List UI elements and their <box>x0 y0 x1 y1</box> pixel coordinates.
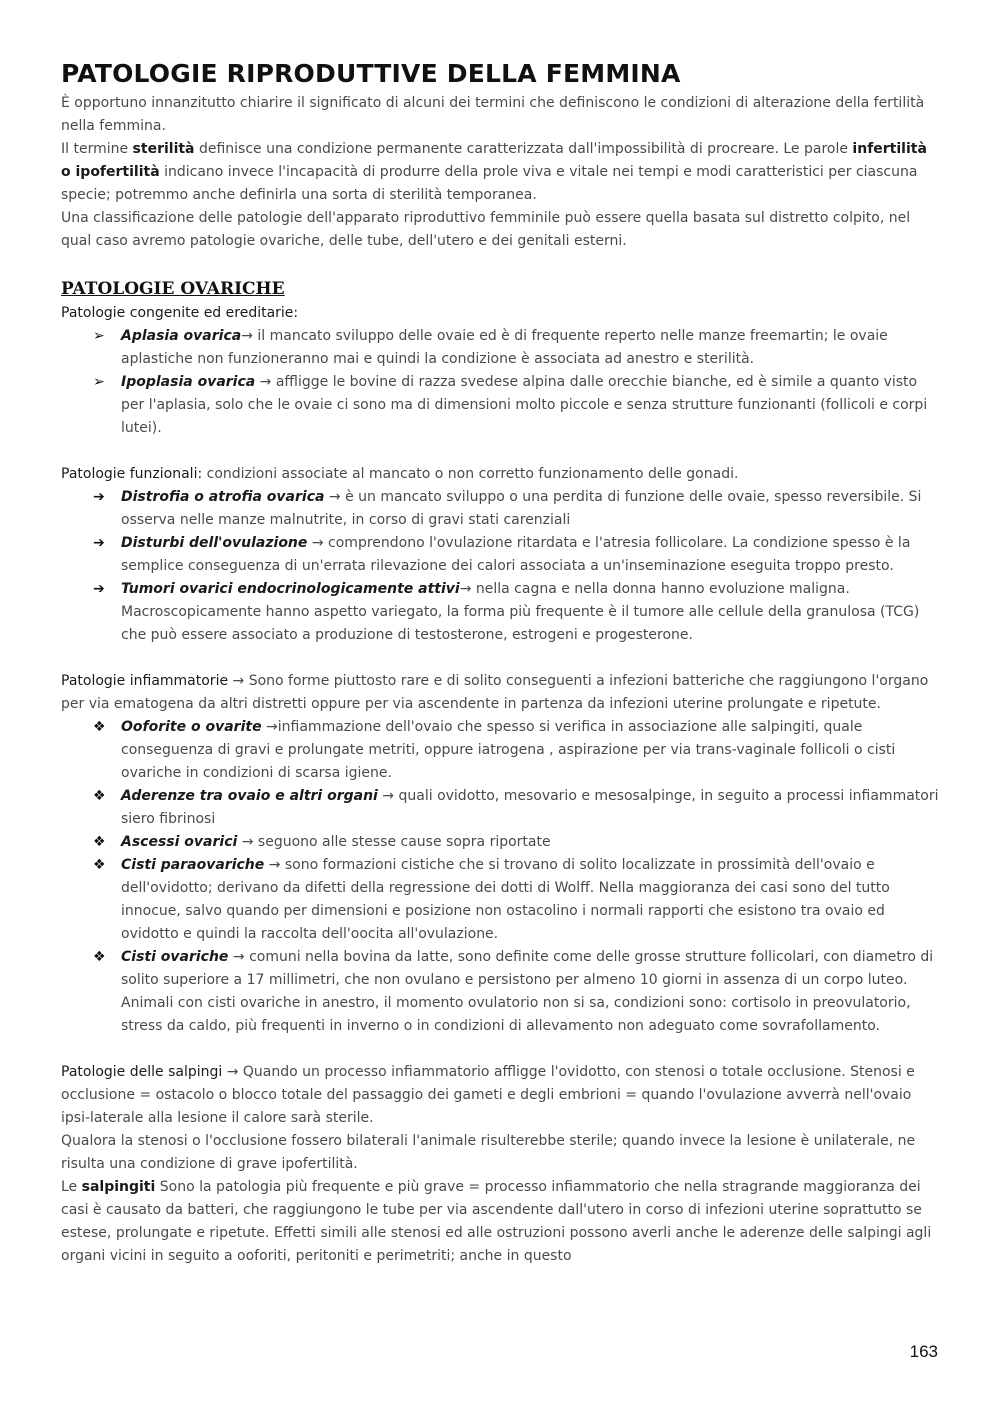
item-term: Ipoplasia ovarica <box>121 374 256 390</box>
item-term: Ascessi ovarici <box>121 834 238 850</box>
funzionali-paragraph <box>61 463 941 486</box>
list-item <box>61 532 941 578</box>
arrow-bullet-icon: ➔ <box>93 535 105 551</box>
text-run: Le <box>61 1179 82 1195</box>
arrowhead-bullet-icon: ➢ <box>93 374 105 390</box>
infiammatorie-paragraph <box>61 670 941 716</box>
term-infertilita: infertilità o ipofertilità <box>61 141 927 180</box>
funzionali-label: Patologie funzionali: <box>61 466 203 482</box>
item-term: Aderenze tra ovaio e altri organi <box>121 788 378 804</box>
item-term: Aplasia ovarica <box>121 328 242 344</box>
list-item <box>61 578 941 647</box>
salpingi-label: Patologie delle salpingi <box>61 1064 223 1080</box>
arrow-bullet-icon: ➔ <box>93 489 105 505</box>
page-number: 163 <box>909 1342 938 1361</box>
item-text: seguono alle stesse cause sopra riportate <box>253 834 551 850</box>
diamond-bullet-icon: ❖ <box>93 834 106 850</box>
salpingi-paragraph-2: Qualora la stenosi o l'occlusione fossero bilaterali l'animale risulterebbe sterile; quando invece la lesione è unilaterale, ne risulta una condizione di grave ipofertilità. <box>61 1133 916 1172</box>
page-title: PATOLOGIE RIPRODUTTIVE DELLA FEMMINA <box>61 59 681 88</box>
list-item <box>61 486 941 532</box>
item-term: Distrofia o atrofia ovarica <box>121 489 325 505</box>
item-text: comuni nella bovina da latte, sono definite come delle grosse strutture follicolari, con diametro di solito superiore a 17 millimetri, che non ovulano e persistono per almeno 10 giorni in assenza di un corpo luteo. Animali con cisti ovariche in anestro, il momento ovulatorio non si sa, condizioni sono: cortisolo in preovulatorio, stress da caldo, più frequenti in inverno o in condizioni di allevamento non adeguato come sovrafollamento. <box>121 949 934 1034</box>
list-item <box>61 831 941 854</box>
item-term: Ooforite o ovarite <box>121 719 262 735</box>
intro-paragraph-3: Una classificazione delle patologie dell'apparato riproduttivo femminile può essere quella basata sul distretto colpito, nel qual caso avremo patologie ovariche, delle tube, dell'utero e dei genitali esterni. <box>61 210 911 249</box>
item-term: Disturbi dell'ovulazione <box>121 535 308 551</box>
term-sterilita: sterilità <box>132 141 195 157</box>
arrow-icon: → <box>264 857 281 873</box>
infiammatorie-text: → Sono forme piuttosto rare e di solito conseguenti a infezioni batteriche che raggiungono l'organo per via ematogena da altri distretti oppure per via ascendente in partenza da infezioni uterine prolungate e ripetute. <box>61 673 929 712</box>
list-item <box>61 854 941 946</box>
funzionali-text: condizioni associate al mancato o non corretto funzionamento delle gonadi. <box>202 466 739 482</box>
salpingi-text: → Quando un processo infiammatorio affligge l'ovidotto, con stenosi o totale occlusione. Stenosi e occlusione = ostacolo o blocco totale del passaggio dei gameti e degli embrioni = quando l'ovulazione avverrà nell'ovaio ipsi-laterale alla lesione il calore sarà sterile. <box>61 1064 915 1126</box>
item-text: comprendono l'ovulazione ritardata e l'atresia follicolare. La condizione spesso è la semplice conseguenza di un'errata rilevazione dei calori associata a un'inseminazione eseguita troppo presto. <box>121 535 911 574</box>
diamond-bullet-icon: ❖ <box>93 949 106 965</box>
salpingi-paragraph <box>61 1061 941 1130</box>
diamond-bullet-icon: ❖ <box>93 857 106 873</box>
text-run: indicano invece l'incapacità di produrre della prole viva e vitale nei tempi e modi caratteristici per ciascuna specie; potremmo anche definirla una sorta di sterilità temporanea. <box>61 164 918 203</box>
list-item <box>61 716 941 785</box>
arrow-icon: → <box>237 834 254 850</box>
arrow-icon: → <box>261 719 278 735</box>
text-run: Il termine <box>61 141 133 157</box>
arrowhead-bullet-icon: ➢ <box>93 328 105 344</box>
arrow-icon: → <box>377 788 395 804</box>
item-text: il mancato sviluppo delle ovaie ed è di frequente reperto nelle manze freemartin; le ovaie aplastiche non funzioneranno mai e quindi la condizione è associata ad anestro e sterilità. <box>121 328 888 367</box>
congenite-label: Patologie congenite ed ereditarie: <box>61 305 299 321</box>
text-run: definisce una condizione permanente caratterizzata dall'impossibilità di procreare. Le parole <box>194 141 853 157</box>
list-item <box>61 325 941 371</box>
document-page <box>61 58 941 1268</box>
item-text: infiammazione dell'ovaio che spesso si verifica in associazione alle salpingiti, quale conseguenza di gravi e prolungate metriti, oppure iatrogena , aspirazione per via trans-vaginale follicoli o cisti ovariche in condizioni di scarsa igiene. <box>121 719 896 781</box>
item-term: Tumori ovarici endocrinologicamente attivi <box>121 581 460 597</box>
arrow-icon: → <box>307 535 324 551</box>
item-term: Cisti ovariche <box>121 949 229 965</box>
item-text: è un mancato sviluppo o una perdita di funzione delle ovaie, spesso reversibile. Si osserva nelle manze malnutrite, in corso di gravi stati carenziali <box>121 489 922 528</box>
item-text: quali ovidotto, mesovario e mesosalpinge, in seguito a processi infiammatori siero fibrinosi <box>121 788 939 827</box>
item-text: nella cagna e nella donna hanno evoluzione maligna. Macroscopicamente hanno aspetto variegato, la forma più frequente è il tumore alle cellule della granulosa (TCG) che può essere associato a produzione di testosterone, estrogeni e progesterone. <box>121 581 920 643</box>
infiammatorie-list <box>61 716 941 1038</box>
diamond-bullet-icon: ❖ <box>93 788 106 804</box>
salpingi-paragraph-3 <box>61 1176 941 1268</box>
intro-paragraph-2 <box>61 138 941 207</box>
term-salpingiti: salpingiti <box>81 1179 156 1195</box>
arrow-icon: → <box>324 489 341 505</box>
item-text: affligge le bovine di razza svedese alpina dalle orecchie bianche, ed è simile a quanto visto per l'aplasia, solo che le ovaie ci sono ma di dimensioni molto piccole e senza strutture funzionanti (follicoli e corpi lutei). <box>121 374 928 436</box>
list-item <box>61 785 941 831</box>
list-item <box>61 946 941 1038</box>
arrow-icon: → <box>459 581 472 597</box>
arrow-icon: → <box>241 328 253 344</box>
congenite-list <box>61 325 941 440</box>
infiammatorie-label: Patologie infiammatorie <box>61 673 229 689</box>
item-text: sono formazioni cistiche che si trovano di solito localizzate in prossimità dell'ovaio e dell'ovidotto; derivano da difetti della regressione dei dotti di Wolff. Nella maggioranza dei casi sono del tutto innocue, salvo quando per dimensioni e posizione non ostacolino i normali rapporti che esistono tra ovaio ed ovidotto e quindi la raccolta dell'oocita all'ovulazione. <box>121 857 890 942</box>
funzionali-list <box>61 486 941 647</box>
intro-paragraph-1: È opportuno innanzitutto chiarire il significato di alcuni dei termini che definiscono le condizioni di alterazione della fertilità nella femmina. <box>61 95 925 134</box>
diamond-bullet-icon: ❖ <box>93 719 106 735</box>
arrow-icon: → <box>255 374 272 390</box>
text-run: Sono la patologia più frequente e più grave = processo infiammatorio che nella stragrande maggioranza dei casi è causato da batteri, che raggiungono le tube per via ascendente dall'utero in corso di infezioni uterine soprattutto se estese, prolungate e ripetute. Effetti simili alle stenosi ed alle ostruzioni possono averli anche le aderenze delle salpingi agli organi vicini in seguito a ooforiti, peritoniti e perimetriti; anche in questo <box>61 1179 932 1264</box>
arrow-icon: → <box>228 949 245 965</box>
list-item <box>61 371 941 440</box>
item-term: Cisti paraovariche <box>121 857 265 873</box>
arrow-bullet-icon: ➔ <box>93 581 105 597</box>
section-heading: PATOLOGIE OVARICHE <box>61 279 285 299</box>
